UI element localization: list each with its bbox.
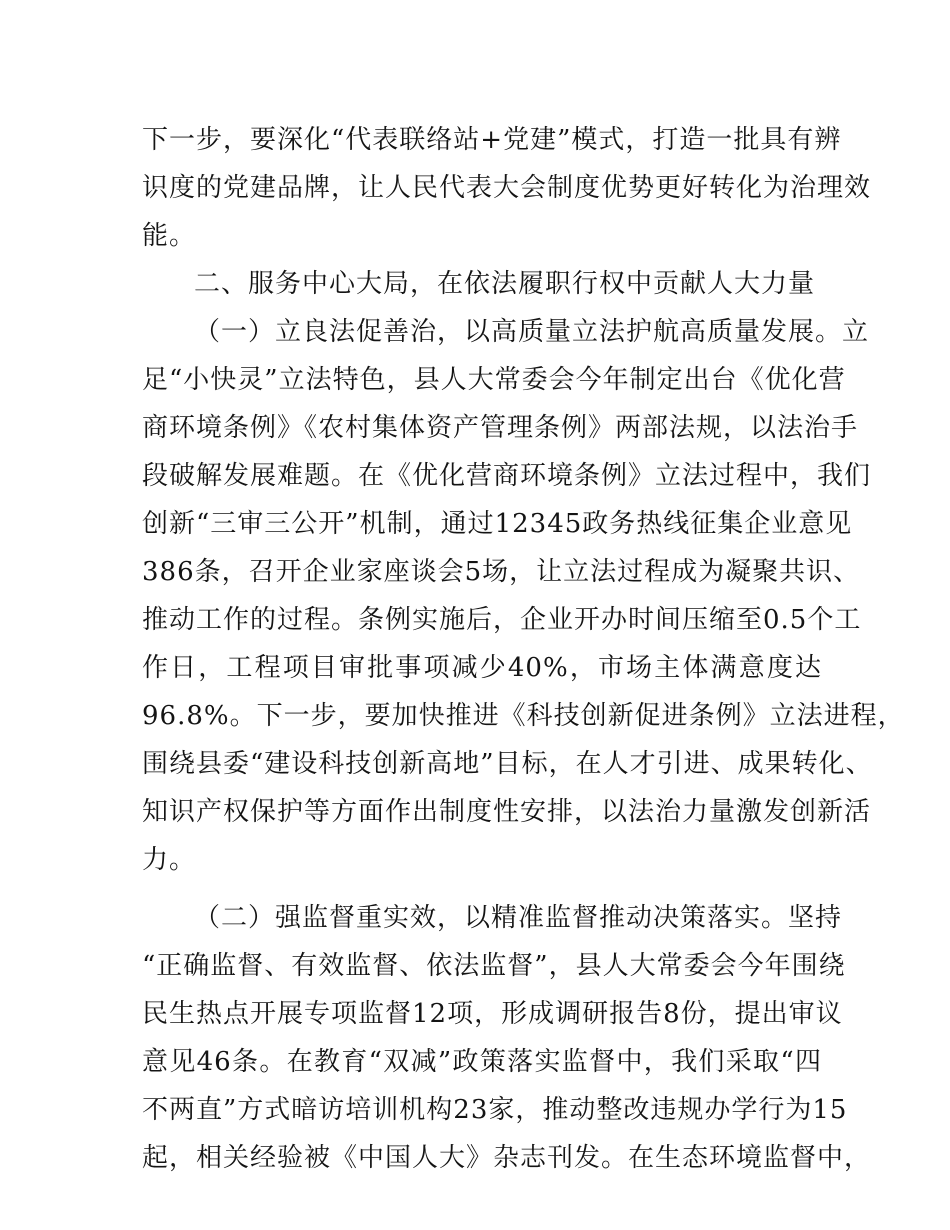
paragraph-intro [142, 121, 872, 265]
text-line: 作日，工程项目审批事项减少40%，市场主体满意度达 [142, 653, 822, 683]
text-line: 创新“三审三公开”机制，通过12345政务热线征集企业意见 [142, 509, 853, 539]
heading-line: 二、服务中心大局，在依法履职行权中贡献人大力量 [194, 269, 816, 299]
text-line: 民生热点开展专项监督12项，形成调研报告8份，提出审议 [142, 999, 843, 1029]
paragraph-gap [142, 889, 822, 899]
text-line: 386条，召开企业家座谈会5场，让立法过程成为凝聚共识、 [142, 557, 861, 587]
text-line: （二）强监督重实效，以精准监督推动决策落实。坚持 [194, 903, 843, 933]
text-line: 商环境条例》《农村集体资产管理条例》两部法规，以法治手 [142, 413, 859, 443]
text-line: （一）立良法促善治，以高质量立法护航高质量发展。立 [194, 317, 870, 347]
paragraph-legislation [142, 313, 905, 889]
text-line: 足“小快灵”立法特色，县人大常委会今年制定出台《优化营 [142, 365, 846, 395]
document-body [142, 121, 905, 1187]
text-line: 力。 [142, 845, 197, 875]
text-line: 96.8%。下一步，要加快推进《科技创新促进条例》立法进程， [142, 701, 905, 731]
text-line: 段破解发展难题。在《优化营商环境条例》立法过程中，我们 [142, 461, 872, 491]
paragraph-supervision [142, 899, 872, 1187]
text-line: 知识产权保护等方面作出制度性安排，以法治力量激发创新活 [142, 797, 872, 827]
text-line: 识度的党建品牌，让人民代表大会制度优势更好转化为治理效 [142, 173, 872, 203]
text-line: 意见46条。在教育“双减”政策落实监督中，我们采取“四 [142, 1047, 822, 1077]
text-line: “正确监督、有效监督、依法监督”，县人大常委会今年围绕 [142, 951, 846, 981]
section-heading [142, 265, 822, 313]
text-line: 推动工作的过程。条例实施后，企业开办时间压缩至0.5个工 [142, 605, 862, 635]
text-line: 能。 [142, 221, 197, 251]
text-line: 下一步，要深化“代表联络站+党建”模式，打造一批具有辨 [142, 125, 842, 155]
text-line: 起，相关经验被《中国人大》杂志刊发。在生态环境监督中， [142, 1143, 872, 1173]
text-line: 不两直”方式暗访培训机构23家，推动整改违规办学行为15 [142, 1095, 848, 1125]
text-line: 围绕县委“建设科技创新高地”目标，在人才引进、成果转化、 [142, 749, 873, 779]
